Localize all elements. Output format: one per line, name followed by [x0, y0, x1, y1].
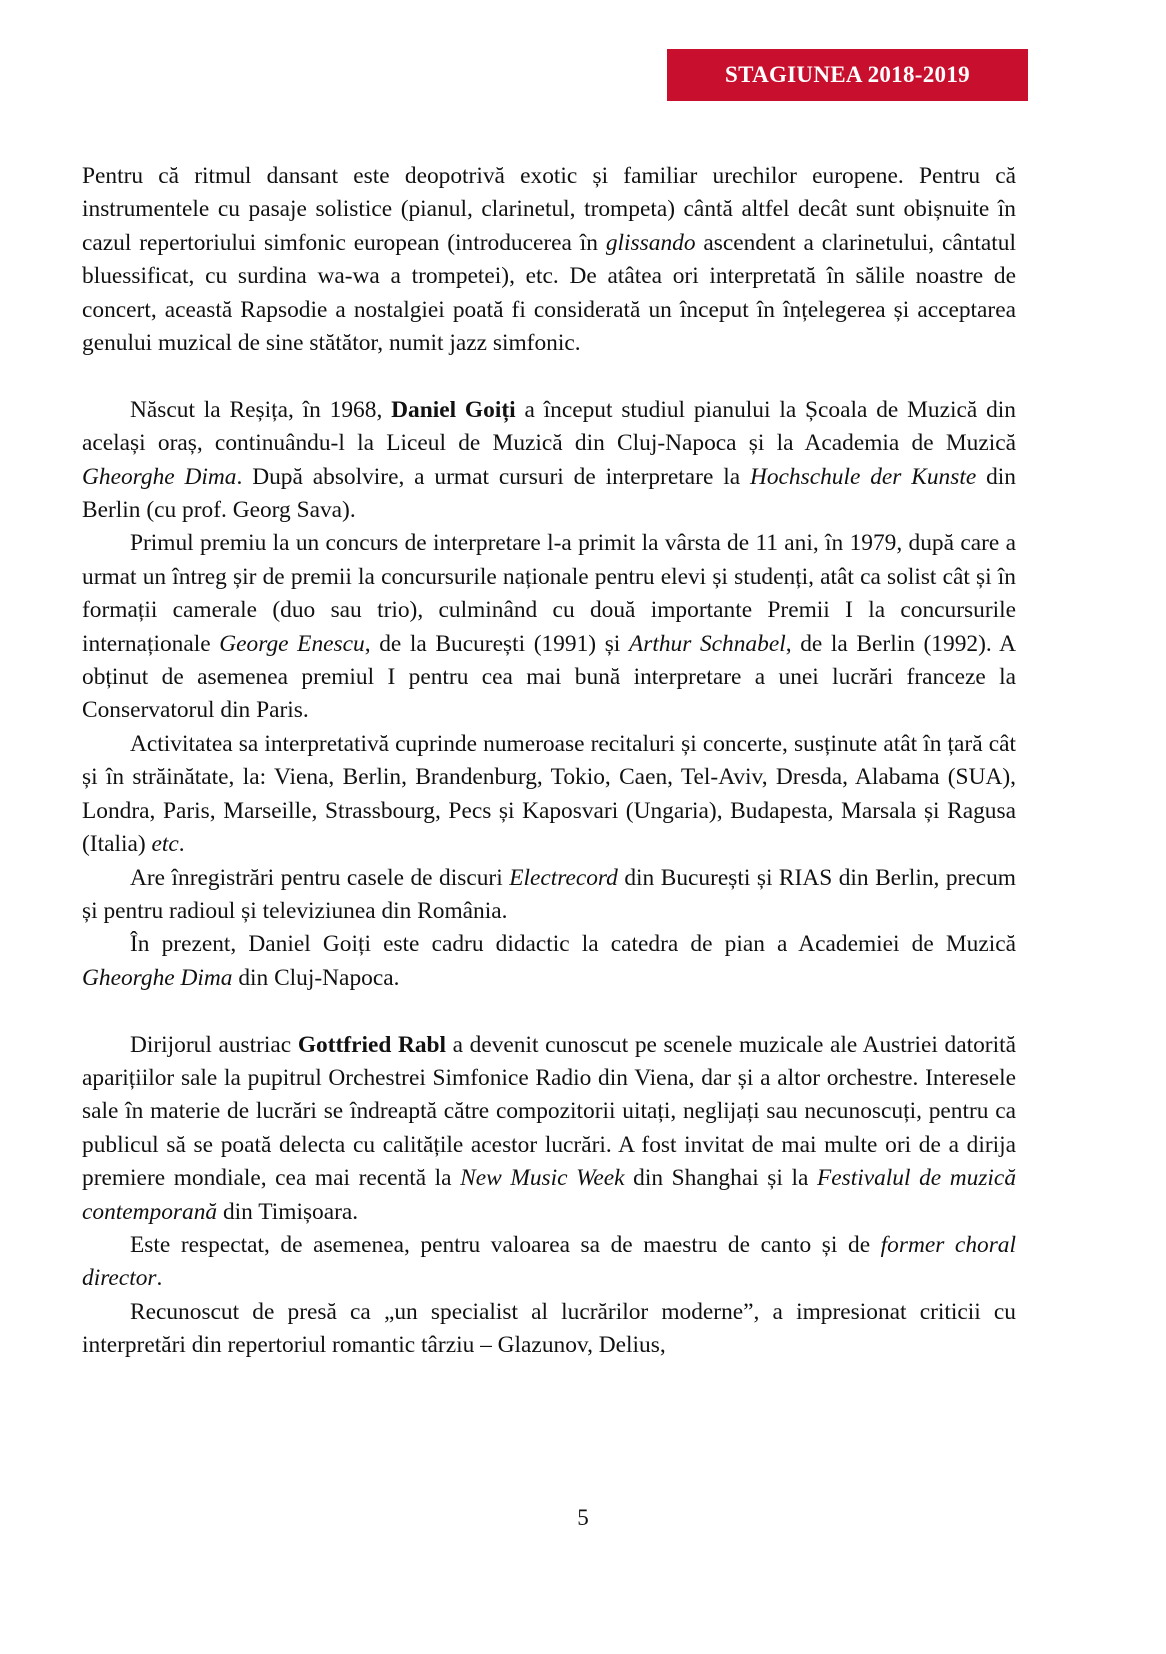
- italic-title: Electrecord: [509, 864, 618, 891]
- paragraph-goiti-activity: [82, 728, 1016, 862]
- text-run: Este respectat, de asemenea, pentru valoarea sa de maestru de canto și de: [130, 1231, 881, 1258]
- italic-title: Gheorghe Dima: [82, 964, 233, 991]
- text-run: a devenit cunoscut pe scenele muzicale ale Austriei datorită aparițiilor sale la pupitrul Orchestrei Simfonice Radio din Viena, dar și a altor orchestre. Interesele sale în materie de lucrări se îndreaptă către compozitorii uitați, neglijați sau necunoscuți, pentru ca publicul să se poată delecta cu calitățile acestor lucrări. A fost invitat de mai multe ori de a dirija premiere mondiale, cea mai recentă la: [82, 1031, 1016, 1192]
- text-run: ascendent a clarinetului, cântatul bluessificat, cu surdina wa-wa a trompetei), etc. De atâtea ori interpretată în sălile noastre de concert, această Rapsodie a nostalgiei poată fi considerată un început în înțelegerea și acceptarea genului muzical de sine stătător, numit jazz simfonic.: [82, 229, 1016, 357]
- paragraph-goiti-bio: [82, 394, 1016, 528]
- section-gap: [82, 360, 1016, 393]
- italic-title: glissando: [605, 229, 696, 256]
- text-run: , de la București (1991) și: [364, 630, 629, 657]
- italic-title: Arthur Schnabel: [628, 630, 786, 657]
- text-run: În prezent, Daniel Goiți este cadru didactic la catedra de pian a Academiei de Muzică: [130, 931, 1016, 958]
- text-run: din București și RIAS din Berlin, precum și pentru radioul și televiziunea din România.: [82, 864, 1016, 924]
- text-run: din Cluj-Napoca.: [232, 964, 400, 991]
- text-run: Născut la Reșița, în 1968,: [130, 396, 392, 423]
- italic-title: New Music Week: [460, 1165, 625, 1192]
- italic-title: Hochschule der Kunste: [749, 463, 977, 490]
- bold-name: Daniel Goiți: [391, 396, 516, 423]
- italic-title: etc: [151, 831, 179, 858]
- italic-title: Festivalul de muzică contemporană: [82, 1165, 1017, 1225]
- text-run: .: [178, 831, 185, 858]
- text-run: , de la Berlin (1992). A obținut de asemenea premiul I pentru cea mai bună interpretare a unei lucrări franceze la Conservatorul din Paris.: [82, 630, 1016, 724]
- text-run: Primul premiu la un concurs de interpretare l-a primit la vârsta de 11 ani, în 1979, după care a urmat un întreg șir de premii la concursurile naționale pentru elevi și studenți, atât ca solist cât și în formații camerale (duo sau trio), culminând cu două importante Premii I la concursurile internaționale: [82, 530, 1016, 657]
- page-number: 5: [577, 1505, 589, 1530]
- paragraph-goiti-present: [82, 928, 1016, 995]
- bold-name: Gottfried Rabl: [297, 1031, 447, 1058]
- italic-title: George Enescu: [219, 630, 365, 657]
- season-label: STAGIUNEA 2018-2019: [725, 62, 970, 87]
- paragraph-rabl-canto: [82, 1229, 1016, 1296]
- text-run: din Berlin (cu prof. Georg Sava).: [82, 463, 1016, 524]
- text-run: Are înregistrări pentru casele de discuri: [130, 864, 510, 891]
- paragraph-rabl-press: [82, 1296, 1016, 1363]
- italic-title: former choral director: [82, 1231, 1017, 1292]
- italic-title: Gheorghe Dima: [82, 463, 237, 490]
- text-run: din Shanghai și la: [624, 1165, 817, 1192]
- paragraph-goiti-awards: [82, 527, 1016, 727]
- text-run: . După absolvire, a urmat cursuri de interpretare la: [236, 463, 750, 490]
- text-run: Dirijorul austriac: [130, 1031, 298, 1058]
- text-run: Recunoscut de presă ca „un specialist al lucrărilor moderne”, a impresionat criticii cu interpretări din repertoriul romantic târziu – Glazunov, Delius,: [82, 1298, 1016, 1359]
- text-run: .: [156, 1265, 163, 1292]
- text-run: Pentru că ritmul dansant este deopotrivă exotic și familiar urechilor europene. Pentru că instrumentele cu pasaje solistice (pianul, clarinetul, trompeta) cântă altfel decât sunt obișnuite în cazul repertoriului simfonic european (introducerea în: [82, 163, 1016, 256]
- text-run: Activitatea sa interpretativă cuprinde numeroase recitaluri și concerte, susținute atât în țară cât și în străinătate, la: Viena, Berlin, Brandenburg, Tokio, Caen, Tel-Aviv, Dresda, Alabama (SUA), Londra, Paris, Marseille, Strassbourg, Pecs și Kaposvari (Ungaria), Budapesta, Marsala și Ragusa (Italia): [82, 730, 1016, 858]
- article-body: [82, 160, 1016, 1363]
- paragraph-goiti-recordings: [82, 862, 1016, 929]
- paragraph-rhapsody-intro: [82, 160, 1016, 360]
- section-gap: [82, 995, 1016, 1028]
- season-banner: [667, 49, 1028, 101]
- text-run: a început studiul pianului la Școala de Muzică din același oraș, continuându-l la Liceul de Muzică din Cluj-Napoca și la Academia de Muzică: [82, 396, 1016, 457]
- text-run: din Timișoara.: [217, 1198, 359, 1225]
- paragraph-rabl-bio: [82, 1029, 1016, 1229]
